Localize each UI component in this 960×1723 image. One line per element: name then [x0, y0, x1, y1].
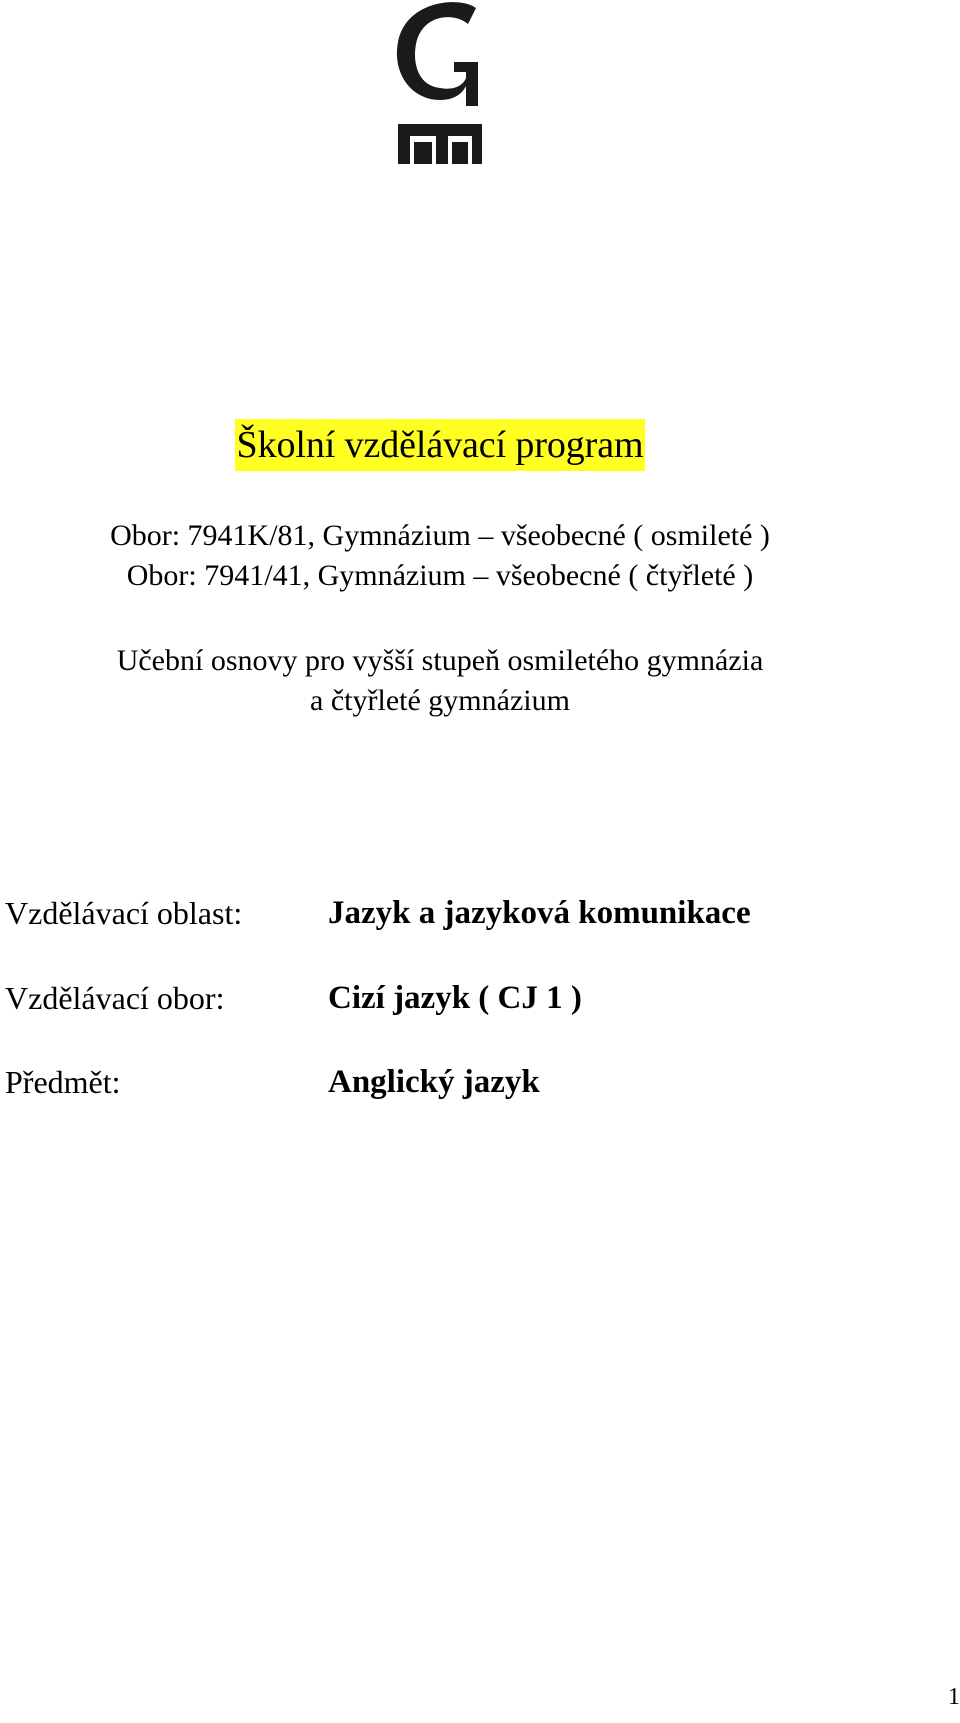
title-container — [0, 419, 880, 471]
field-label: Vzdělávací obor: — [5, 980, 225, 1016]
program-line-2: Obor: 7941/41, Gymnázium – všeobecné ( čtyřleté ) — [126, 559, 754, 592]
school-logo-icon — [388, 2, 492, 170]
area-value: Jazyk a jazyková komunikace — [328, 895, 751, 931]
subject-label: Předmět: — [5, 1064, 121, 1100]
page-number: 1 — [948, 1684, 960, 1710]
document-title: Školní vzdělávací program — [235, 419, 646, 471]
curriculum-line-1: Učební osnovy pro vyšší stupeň osmiletého gymnázia — [116, 644, 764, 677]
field-value: Cizí jazyk ( CJ 1 ) — [328, 980, 582, 1016]
subject-value: Anglický jazyk — [328, 1064, 540, 1100]
program-line-1: Obor: 7941K/81, Gymnázium – všeobecné ( osmileté ) — [110, 519, 770, 552]
area-label: Vzdělávací oblast: — [5, 895, 243, 931]
curriculum-line-2: a čtyřleté gymnázium — [310, 684, 570, 717]
